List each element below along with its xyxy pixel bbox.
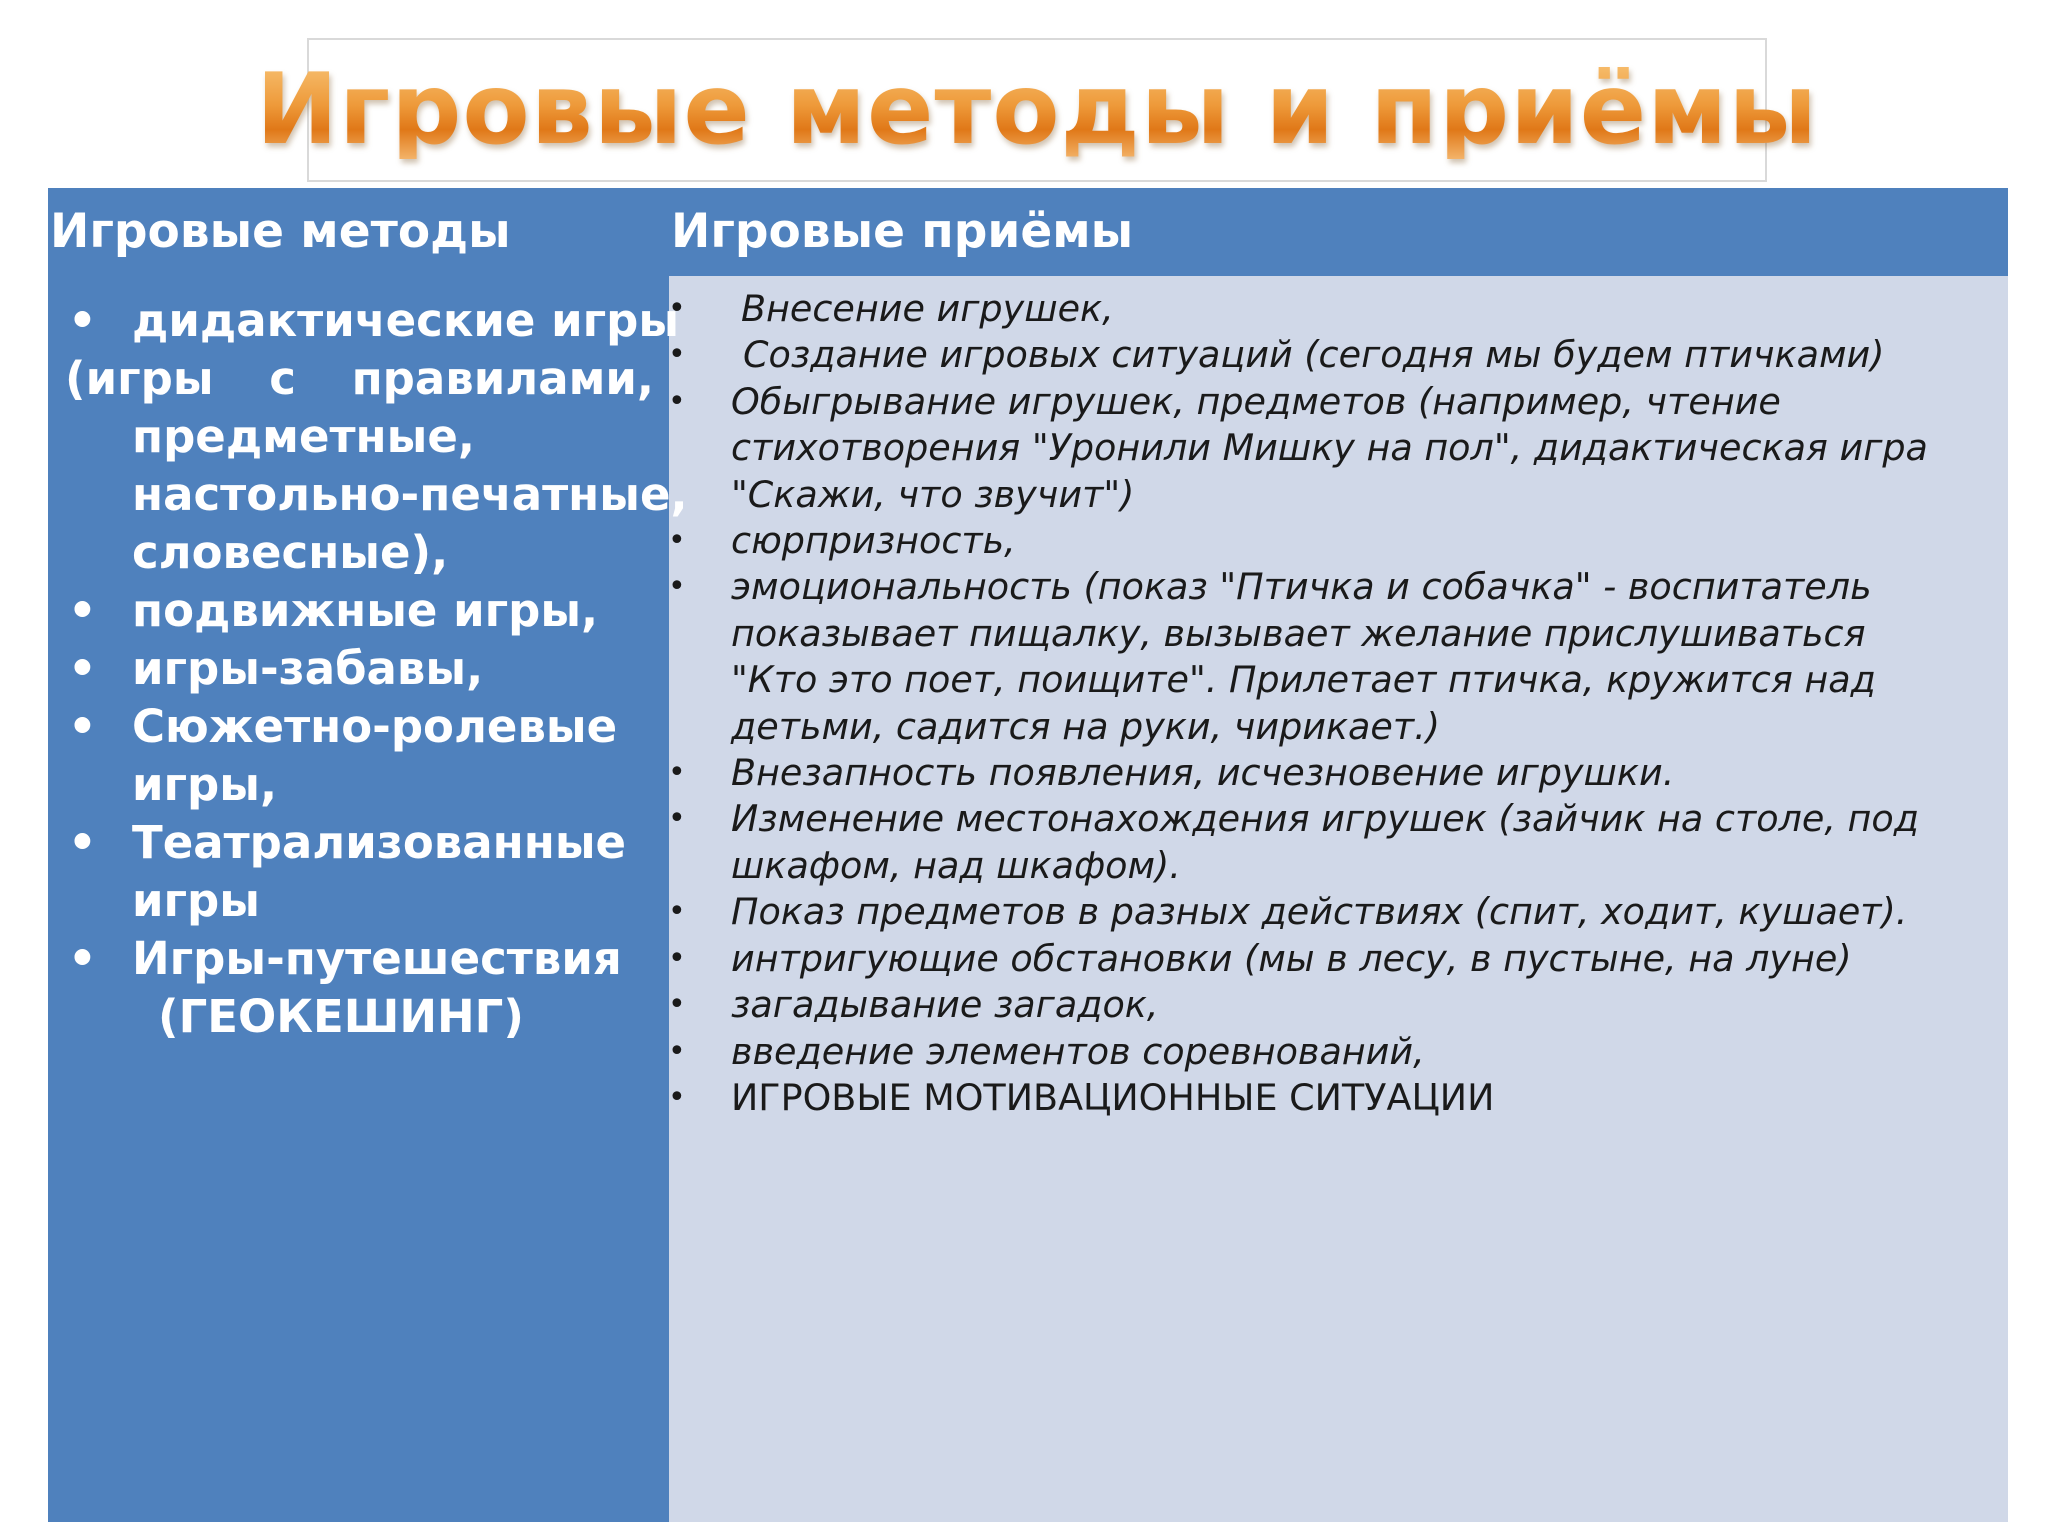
techniques-list-continuation: "Кто это поет, поищите". Прилетает птичка, кружится над (731, 658, 1876, 702)
techniques-list-item: • ИГРОВЫЕ МОТИВАЦИОННЫЕ СИТУАЦИИ (669, 1075, 2008, 1121)
techniques-list-item: • эмоциональность (показ "Птичка и собачка" - воспитатель (669, 564, 2008, 610)
methods-list-continuation: (ГЕОКЕШИНГ) (158, 990, 524, 1043)
title-box (256, 38, 1819, 182)
methods-list-item: • Театрализованные (48, 814, 688, 872)
techniques-list-item: • Показ предметов в разных действиях (спит, ходит, кушает). (669, 889, 2008, 935)
methods-list-item: • дидактические игры (48, 292, 688, 350)
techniques-list (669, 286, 2008, 1121)
methods-list-continuation: настольно-печатные, (132, 468, 688, 521)
techniques-list-continuation: стихотворения "Уронили Мишку на пол", дидактическая игра (731, 426, 1928, 470)
techniques-list-continuation: "Скажи, что звучит") (731, 472, 1135, 516)
techniques-list-item: • сюрпризность, (669, 518, 2008, 564)
methods-list-item: • Игры-путешествия (48, 930, 688, 988)
techniques-list-continuation: показывает пищалку, вызывает желание прислушиваться (731, 611, 1866, 655)
methods-list (48, 292, 688, 1046)
techniques-list-continuation: шкафом, над шкафом). (731, 843, 1181, 887)
slide-title: Игровые методы и приёмы (256, 53, 1819, 167)
methods-word: с (269, 352, 296, 405)
techniques-list-item: • Обыгрывание игрушек, предметов (например, чтение (669, 379, 2008, 425)
methods-column-header: Игровые методы (50, 204, 511, 259)
methods-word: (игры (65, 352, 214, 405)
techniques-list-item: • загадывание загадок, (669, 982, 2008, 1028)
techniques-list-item: • Внесение игрушек, (669, 286, 2008, 332)
techniques-list-item: • Внезапность появления, исчезновение игрушки. (669, 750, 2008, 796)
methods-list-continuation: предметные, (132, 410, 475, 463)
techniques-list-item: • введение элементов соревнований, (669, 1029, 2008, 1075)
techniques-list-item: • Создание игровых ситуаций (сегодня мы будем птичками) (669, 332, 2008, 378)
methods-list-item: • подвижные игры, (48, 582, 688, 640)
methods-techniques-table (48, 188, 2008, 1522)
methods-list-item: • Сюжетно-ролевые (48, 698, 688, 756)
techniques-list-continuation: детьми, садится на руки, чирикает.) (731, 704, 1440, 748)
methods-list-continuation (48, 350, 654, 408)
methods-list-continuation: игры, (132, 758, 278, 811)
methods-list-item: • игры-забавы, (48, 640, 688, 698)
methods-list-continuation: словесные), (132, 526, 449, 579)
methods-list-continuation: игры (132, 874, 260, 927)
techniques-column-header: Игровые приёмы (671, 204, 1134, 259)
methods-word: правилами, (351, 352, 654, 405)
techniques-list-item: • Изменение местонахождения игрушек (зайчик на столе, под (669, 796, 2008, 842)
techniques-list-item: • интригующие обстановки (мы в лесу, в пустыне, на луне) (669, 936, 2008, 982)
